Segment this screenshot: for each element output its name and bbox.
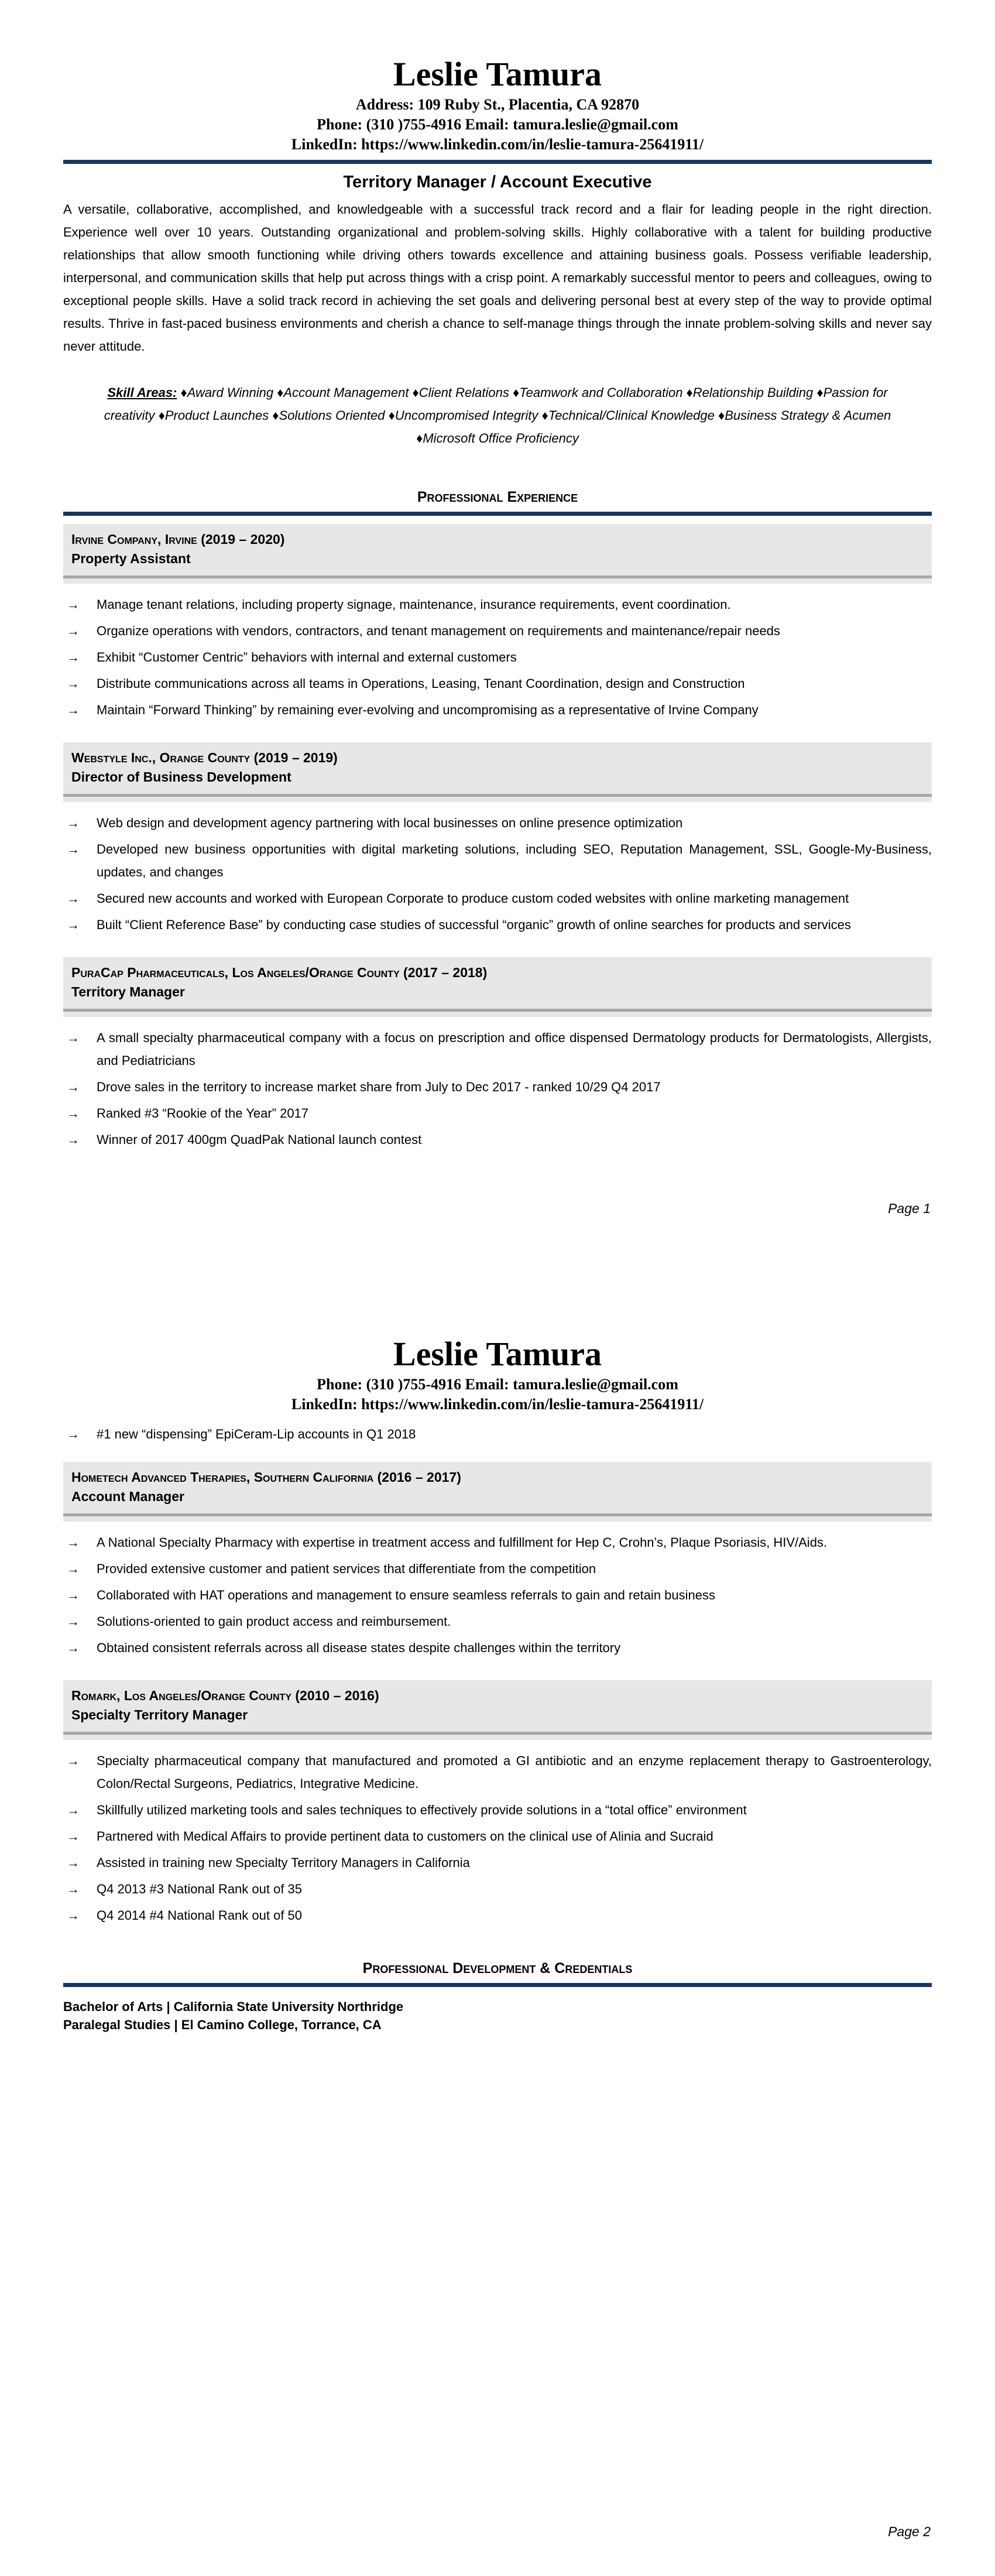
bullet-item xyxy=(63,1128,932,1151)
arrow-bullet-icon: → xyxy=(67,676,80,691)
arrow-bullet-icon: → xyxy=(67,650,80,664)
arrow-bullet-icon: → xyxy=(67,1882,80,1896)
arrow-bullet-icon: → xyxy=(67,891,80,906)
job-role: Director of Business Development xyxy=(71,769,291,785)
arrow-bullet-icon: → xyxy=(67,842,80,857)
arrow-bullet-icon: → xyxy=(67,624,80,638)
resume-title: Territory Manager / Account Executive xyxy=(343,173,652,191)
bullet-text: Drove sales in the territory to increase market share from July to Dec 2017 - ranked 10/29 Q4 2017 xyxy=(97,1080,661,1094)
arrow-bullet-icon: → xyxy=(67,1803,80,1817)
arrow-bullet-icon: → xyxy=(67,1640,80,1655)
bullet-item xyxy=(63,811,932,834)
bullet-text: Ranked #3 “Rookie of the Year” 2017 xyxy=(97,1106,309,1121)
job-bullets-romark xyxy=(63,1749,932,1927)
bullet-item xyxy=(63,887,932,910)
arrow-bullet-icon: → xyxy=(67,1614,80,1629)
bullet-text: Provided extensive customer and patient services that differentiate from the competition xyxy=(97,1561,596,1576)
job-section-romark xyxy=(63,1680,932,1740)
job-company: Webstyle Inc., Orange County (2019 – 2019) xyxy=(71,750,338,765)
bullet-text: Specialty pharmaceutical company that manufactured and promoted a GI antibiotic and an enzyme replacement therapy to Gastroenterology, Colon/Rectal Surgeons, Pediatrics, Integrative Medicine. xyxy=(97,1753,932,1791)
bullet-item xyxy=(63,646,932,669)
arrow-bullet-icon: → xyxy=(67,1753,80,1768)
linkedin-line: LinkedIn: https://www.linkedin.com/in/leslie-tamura-25641911/ xyxy=(291,136,704,153)
page-number: Page 2 xyxy=(888,2524,931,2539)
bullet-item xyxy=(63,672,932,695)
bullet-item xyxy=(63,1026,932,1072)
bullet-text: #1 new “dispensing” EpiCeram-Lip accounts in Q1 2018 xyxy=(97,1427,416,1441)
bullet-text: Partnered with Medical Affairs to provide pertinent data to customers on the clinical use of Alinia and Sucraid xyxy=(97,1829,713,1844)
resume-page-2 xyxy=(0,1288,995,2576)
carryover-bullets xyxy=(63,1423,932,1445)
job-header-tail xyxy=(63,1516,932,1522)
arrow-bullet-icon: → xyxy=(67,1030,80,1045)
job-section-hometech xyxy=(63,1462,932,1522)
bullet-text: Assisted in training new Specialty Territory Managers in California xyxy=(97,1855,470,1870)
bullet-item xyxy=(63,1610,932,1633)
job-header-tail xyxy=(63,797,932,802)
bullet-text: Developed new business opportunities with digital marketing solutions, including SEO, Reputation Management, SSL, Google-My-Business, updates, and changes xyxy=(97,842,932,879)
person-name: Leslie Tamura xyxy=(393,55,602,93)
bullet-text: Manage tenant relations, including property signage, maintenance, insurance requirements, event coordination. xyxy=(97,597,731,612)
skill-areas-list: ♦Award Winning ♦Account Management ♦Client Relations ♦Teamwork and Collaboration ♦Relationship Building ♦Passion for creativity ♦Product Launches ♦Solutions Oriented ♦Uncompromised Integrity ♦Technical/Clinical Knowledge ♦Business Strategy & Acumen ♦Microsoft Office Proficiency xyxy=(104,385,891,446)
job-company: Hometech Advanced Therapies, Southern California (2016 – 2017) xyxy=(71,1469,461,1485)
job-section-irvine-company xyxy=(63,524,932,584)
bullet-text: Collaborated with HAT operations and management to ensure seamless referrals to gain and retain business xyxy=(97,1588,715,1602)
job-header-tail xyxy=(63,1735,932,1740)
bullet-item xyxy=(63,1851,932,1874)
job-bullets-puracap xyxy=(63,1026,932,1151)
arrow-bullet-icon: → xyxy=(67,703,80,717)
phone-email-line: Phone: (310 )755-4916 Email: tamura.leslie@gmail.com xyxy=(317,116,678,133)
job-header xyxy=(63,1462,932,1513)
bullet-item xyxy=(63,619,932,642)
page-number: Page 1 xyxy=(888,1201,931,1216)
bullet-item xyxy=(63,913,932,936)
section-heading-professional-experience: Professional Experience xyxy=(417,489,578,505)
bullet-text: Q4 2013 #3 National Rank out of 35 xyxy=(97,1882,303,1896)
job-role: Account Manager xyxy=(71,1489,184,1504)
bullet-text: Obtained consistent referrals across all disease states despite challenges within the territory xyxy=(97,1640,621,1655)
bullet-item xyxy=(63,1102,932,1125)
bullet-text: Built “Client Reference Base” by conducting case studies of successful “organic” growth of online searches for products and services xyxy=(97,917,851,932)
job-role: Territory Manager xyxy=(71,984,185,999)
bullet-item xyxy=(63,1749,932,1795)
arrow-bullet-icon: → xyxy=(67,1561,80,1576)
bullet-item xyxy=(63,1878,932,1900)
arrow-bullet-icon: → xyxy=(67,816,80,830)
bullet-item xyxy=(63,1799,932,1821)
arrow-bullet-icon: → xyxy=(67,1535,80,1550)
bullet-item xyxy=(63,1531,932,1554)
bullet-item xyxy=(63,593,932,616)
bullet-text: Distribute communications across all teams in Operations, Leasing, Tenant Coordination, design and Construction xyxy=(97,676,745,691)
job-company: PuraCap Pharmaceuticals, Los Angeles/Orange County (2017 – 2018) xyxy=(71,965,488,980)
section-heading-professional-development: Professional Development & Credentials xyxy=(362,1960,633,1976)
job-section-webstyle xyxy=(63,742,932,802)
bullet-text: Solutions-oriented to gain product access and reimbursement. xyxy=(97,1614,451,1629)
bullet-text: Skillfully utilized marketing tools and sales techniques to effectively provide solutions in a “total office” environment xyxy=(97,1803,747,1817)
job-bullets-irvine-company xyxy=(63,593,932,721)
linkedin-line: LinkedIn: https://www.linkedin.com/in/leslie-tamura-25641911/ xyxy=(291,1396,704,1413)
bullet-text: Secured new accounts and worked with European Corporate to produce custom coded websites with online marketing management xyxy=(97,891,849,906)
arrow-bullet-icon: → xyxy=(67,1427,80,1441)
job-header xyxy=(63,1680,932,1732)
bullet-item xyxy=(63,1825,932,1848)
job-header xyxy=(63,957,932,1009)
education-line: Bachelor of Arts | California State University Northridge xyxy=(63,1999,404,2014)
arrow-bullet-icon: → xyxy=(67,1829,80,1844)
skill-areas xyxy=(63,381,932,450)
phone-email-line: Phone: (310 )755-4916 Email: tamura.leslie@gmail.com xyxy=(317,1376,678,1393)
bullet-text: Organize operations with vendors, contractors, and tenant management on requirements and maintenance/repair needs xyxy=(97,624,780,638)
bullet-text: Maintain “Forward Thinking” by remaining ever-evolving and uncompromising as a representative of Irvine Company xyxy=(97,703,759,717)
job-company: Irvine Company, Irvine (2019 – 2020) xyxy=(71,532,285,547)
bullet-text: Exhibit “Customer Centric” behaviors with internal and external customers xyxy=(97,650,517,664)
bullet-text: Winner of 2017 400gm QuadPak National launch contest xyxy=(97,1132,422,1147)
job-company: Romark, Los Angeles/Orange County (2010 – 2016) xyxy=(71,1688,379,1703)
bullet-text: A small specialty pharmaceutical company with a focus on prescription and office dispensed Dermatology products for Dermatologists, Allergists, and Pediatricians xyxy=(97,1030,932,1068)
address-line: Address: 109 Ruby St., Placentia, CA 92870 xyxy=(355,96,640,113)
arrow-bullet-icon: → xyxy=(67,1080,80,1094)
bullet-item xyxy=(63,1423,932,1445)
skill-areas-label: Skill Areas: xyxy=(107,385,177,400)
job-header-tail xyxy=(63,1012,932,1017)
section-divider-rule xyxy=(63,512,932,516)
summary-paragraph: A versatile, collaborative, accomplished, and knowledgeable with a successful track record and a flair for leading people in the right direction. Experience well over 10 years. Outstanding organizational and problem-solving skills. Highly collaborative with a talent for building productive relationships that allow smooth functioning while driving others towards excellence and attaining business goals. Possess verifiable leadership, interpersonal, and communication skills that help put across things with a crisp point. A remarkably successful mentor to peers and colleagues, owing to exceptional people skills. Have a solid track record in achieving the set goals and delivering personal best at every step of the way to provide optimal results. Thrive in fast-paced business environments and cherish a chance to self-manage things through the innate problem-solving skills and never say never attitude. xyxy=(63,202,932,354)
job-header-tail xyxy=(63,578,932,584)
arrow-bullet-icon: → xyxy=(67,1908,80,1923)
job-role: Specialty Territory Manager xyxy=(71,1707,248,1722)
bullet-text: Q4 2014 #4 National Rank out of 50 xyxy=(97,1908,303,1923)
job-bullets-webstyle xyxy=(63,811,932,936)
arrow-bullet-icon: → xyxy=(67,917,80,932)
education-line: Paralegal Studies | El Camino College, Torrance, CA xyxy=(63,2017,382,2032)
bullet-item xyxy=(63,698,932,721)
bullet-item xyxy=(63,838,932,883)
bullet-item xyxy=(63,1584,932,1606)
job-section-puracap xyxy=(63,957,932,1017)
education-block xyxy=(63,1998,932,2034)
bullet-item xyxy=(63,1636,932,1659)
arrow-bullet-icon: → xyxy=(67,1588,80,1602)
person-name: Leslie Tamura xyxy=(393,1335,602,1373)
bullet-item xyxy=(63,1075,932,1098)
arrow-bullet-icon: → xyxy=(67,1106,80,1121)
section-divider-rule xyxy=(63,1983,932,1987)
job-header xyxy=(63,742,932,794)
arrow-bullet-icon: → xyxy=(67,597,80,612)
bullet-text: Web design and development agency partnering with local businesses on online presence optimization xyxy=(97,816,683,830)
job-header xyxy=(63,524,932,576)
arrow-bullet-icon: → xyxy=(67,1855,80,1870)
arrow-bullet-icon: → xyxy=(67,1132,80,1147)
job-bullets-hometech xyxy=(63,1531,932,1659)
bullet-item xyxy=(63,1557,932,1580)
bullet-item xyxy=(63,1904,932,1927)
job-role: Property Assistant xyxy=(71,551,191,566)
bullet-text: A National Specialty Pharmacy with expertise in treatment access and fulfillment for Hep C, Crohn’s, Plaque Psoriasis, HIV/Aids. xyxy=(97,1535,828,1550)
header-divider-rule xyxy=(63,160,932,164)
